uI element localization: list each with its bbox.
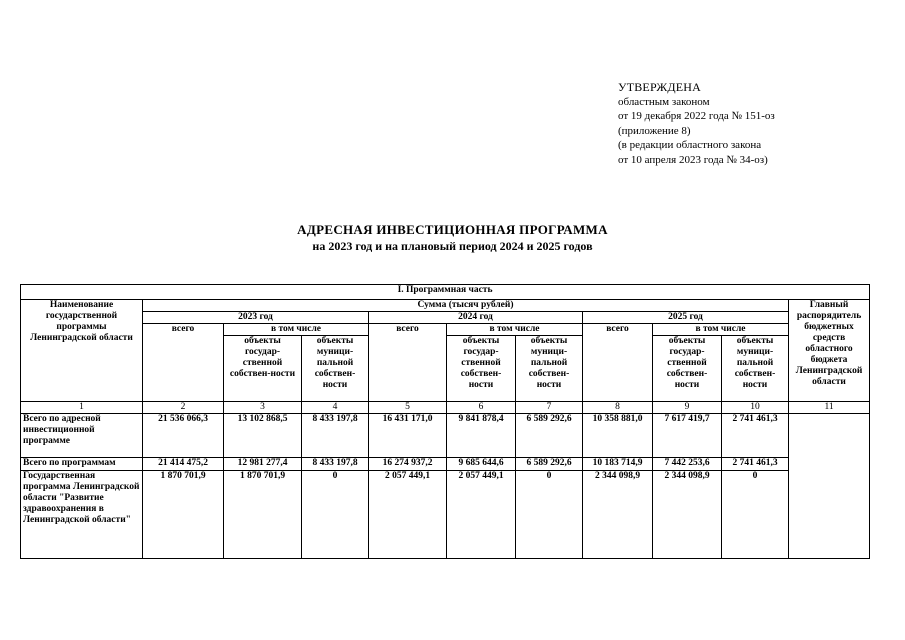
col-number: 10 xyxy=(722,402,789,414)
row-name: Государственная программа Ленинградской области "Развитие здравоохранения в Ленинградской области" xyxy=(21,471,143,559)
header-year-2024: 2024 год xyxy=(369,312,583,324)
cell-value: 0 xyxy=(516,471,583,559)
title-line-2: на 2023 год и на плановый период 2024 и 2025 годов xyxy=(312,239,593,253)
cell-value: 9 685 644,6 xyxy=(447,458,516,471)
document-title xyxy=(0,222,905,254)
col-number: 2 xyxy=(143,402,224,414)
cell-value: 1 870 701,9 xyxy=(143,471,224,559)
header-year-2025: 2025 год xyxy=(583,312,789,324)
cell-value: 6 589 292,6 xyxy=(516,458,583,471)
header-including: в том числе xyxy=(447,324,583,336)
col-number: 5 xyxy=(369,402,447,414)
cell-value: 6 589 292,6 xyxy=(516,414,583,458)
col-number: 1 xyxy=(21,402,143,414)
investment-program-table xyxy=(20,284,870,559)
cell-value: 10 183 714,9 xyxy=(583,458,653,471)
manager-cell xyxy=(789,414,870,559)
header-including: в том числе xyxy=(653,324,789,336)
header-total: всего xyxy=(369,324,447,402)
header-total: всего xyxy=(583,324,653,402)
cell-value: 8 433 197,8 xyxy=(302,414,369,458)
cell-value: 7 617 419,7 xyxy=(653,414,722,458)
cell-value: 0 xyxy=(302,471,369,559)
header-municipal-objects: объекты муници-пальной собствен-ности xyxy=(516,336,583,402)
col-number: 11 xyxy=(789,402,870,414)
header-municipal-objects: объекты муници-пальной собствен-ности xyxy=(302,336,369,402)
col-number: 9 xyxy=(653,402,722,414)
header-name-col: Наименование государственной программы Ленинградской области xyxy=(21,300,143,402)
cell-value: 21 414 475,2 xyxy=(143,458,224,471)
cell-value: 0 xyxy=(722,471,789,559)
header-year-2023: 2023 год xyxy=(143,312,369,324)
approval-line: от 19 декабря 2022 года № 151-оз xyxy=(618,110,775,122)
cell-value: 1 870 701,9 xyxy=(224,471,302,559)
col-number: 3 xyxy=(224,402,302,414)
header-manager-col: Главный распорядитель бюджетных средств областного бюджета Ленинградской области xyxy=(789,300,870,402)
header-state-objects: объекты государ-ственной собствен-ности xyxy=(653,336,722,402)
cell-value: 13 102 868,5 xyxy=(224,414,302,458)
cell-value: 2 057 449,1 xyxy=(447,471,516,559)
col-number: 8 xyxy=(583,402,653,414)
header-sum-col: Сумма (тысяч рублей) xyxy=(143,300,789,312)
header-state-objects: объекты государ-ственной собствен-ности xyxy=(224,336,302,402)
header-including: в том числе xyxy=(224,324,369,336)
section-title: I. Программная часть xyxy=(21,285,870,300)
approval-line: УТВЕРЖДЕНА xyxy=(618,80,702,94)
approval-line: (в редакции областного закона xyxy=(618,139,762,151)
col-number: 4 xyxy=(302,402,369,414)
cell-value: 2 057 449,1 xyxy=(369,471,447,559)
approval-line: областным законом xyxy=(618,95,710,108)
cell-value: 21 536 066,3 xyxy=(143,414,224,458)
header-municipal-objects: объекты муници-пальной собствен-ности xyxy=(722,336,789,402)
cell-value: 2 344 098,9 xyxy=(653,471,722,559)
approval-line: от 10 апреля 2023 года № 34-оз) xyxy=(618,153,768,166)
cell-value: 2 741 461,3 xyxy=(722,458,789,471)
col-number: 6 xyxy=(447,402,516,414)
cell-value: 10 358 881,0 xyxy=(583,414,653,458)
cell-value: 2 344 098,9 xyxy=(583,471,653,559)
cell-value: 12 981 277,4 xyxy=(224,458,302,471)
title-line-1: АДРЕСНАЯ ИНВЕСТИЦИОННАЯ ПРОГРАММА xyxy=(297,222,608,237)
approval-stamp xyxy=(618,80,775,167)
header-total: всего xyxy=(143,324,224,402)
cell-value: 2 741 461,3 xyxy=(722,414,789,458)
cell-value: 9 841 878,4 xyxy=(447,414,516,458)
cell-value: 8 433 197,8 xyxy=(302,458,369,471)
cell-value: 16 274 937,2 xyxy=(369,458,447,471)
cell-value: 7 442 253,6 xyxy=(653,458,722,471)
col-number: 7 xyxy=(516,402,583,414)
approval-line: (приложение 8) xyxy=(618,124,691,137)
header-state-objects: объекты государ-ственной собствен-ности xyxy=(447,336,516,402)
row-name: Всего по программам xyxy=(21,458,143,471)
row-name: Всего по адресной инвестиционной программе xyxy=(21,414,143,458)
cell-value: 16 431 171,0 xyxy=(369,414,447,458)
